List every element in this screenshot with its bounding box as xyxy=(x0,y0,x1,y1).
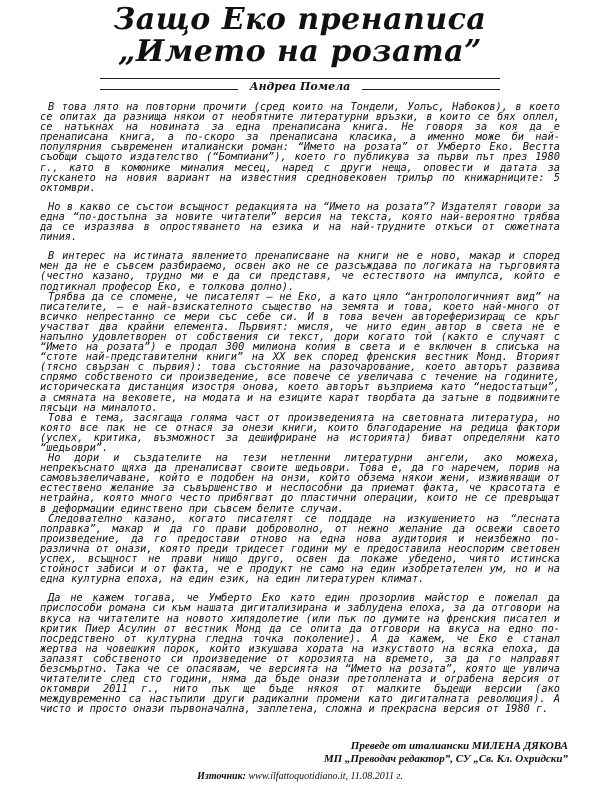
paragraph: Това е тема, засягаща голяма част от произведенията на световната литература, но която все пак не се отнася за онези книги, които благодарение на редица фактори (успех, критика, възможност за дешифриране на историята) биват определяни като “шедьоври”. xyxy=(40,411,560,454)
article-body xyxy=(40,102,560,728)
paragraph: Но в какво се състои всъщност редакцията на “Името на розата”? Издателят говори за една “по-достъпна за новите читатели” версия на текста, която най-вероятно трябва да се изразява в опростяването на езика и на най-трудните откъси от сюжетната линия. xyxy=(40,200,560,244)
translator-signature xyxy=(8,740,568,766)
paragraph: В интерес на истината явлението пренаписване на книги не е ново, макар и според мен да не е съвсем разбираемо, освен ако не се разсъждава по логиката на търговията (честно казано, трудно ми е да си представя, че естеството на импулса, който е подтикнал професор Еко, е толкова долно). xyxy=(40,250,560,293)
article-title xyxy=(30,4,570,68)
source-link[interactable]: www.ilfattoquotidiano.it, 11.08.2011 г. xyxy=(248,771,403,782)
translator-line: Преведе от италиански МИЛЕНА ДЯКОВА xyxy=(350,740,568,752)
author-byline xyxy=(0,80,600,93)
paragraph: Следователно казано, когато писателят се поддаде на изкушението на “лесната поправка”, макар и да го прави доброволно, от нежно желание да освежи своето произведение, да го предостави отново на една нова аудитория и неизбежно по-различна от онази, която преди тридесет години му е предоставила неоспорим световен успех, всъщност не прави нищо друго, освен да покаже убедено, чиято истинска стойност забиси и от факта, че е продукт не само на един изобретателен ум, но и на една културна епоха, на един език, на един литературен климат. xyxy=(40,512,560,586)
paragraph: Но дори и създателите на тези нетленни литературни ангели, ако можеха, непрекъснато щяха да пренаписват своите шедьоври. Това е, да го наречем, порив на самовъзвеличаване, който е подобен на онзи, който обзема някои жени, изживяващи от естествено желание за съвършенство и неспособни да приемат факта, че красотата е нетрайна, която много често прибягват до пластични операции, които не се превръщат в деформации единствено при съвсем белите случаи. xyxy=(40,452,560,515)
paragraph: Трябва да се спомене, че писателят – не Еко, а като цяло “антропологичният вид” на писателите, – е най-взискателното същество на земята и това, което най-много от всичко непрестанно се мери със себе си. И в това вечен автореферизиращ се кръг участват два крайни елемента. Първият: мисля, че нито един автор в света не е напълно удовлетворен от собствения си текст, дори когато той (както е случаят с “Името на розата”) е продал 300 милиона копия в света и е включен в списъка на “стоте най-представителни книги” на XX век според френския вестник Монд. Вторият (тясно свързан с първия): това състояние на разочарование, което авторът развива спрямо собственото си произведение, все повече се увеличава с течение на годините, историческата дистанция изостря онова, което авторът възприема като “недостатъци”, а смяната на вековете, на модата и на езиците карат творбата да затъне в подвижните пясъци на миналото. xyxy=(40,290,560,414)
source-citation xyxy=(0,771,600,782)
author-name: Андреа Помела xyxy=(238,80,363,93)
paragraph: В това лято на повторни прочити (сред които на Тондели, Уолъс, Набоков), в което се опитах да разнища някои от необятните литературни връзки, в които се бях оплел, се натъкнах на новината за една пренаписана книга. Не говоря за коя да е пренаписана книга, а по-скоро за пренаписана класика, а именно може би най-популярния съвременен италиански роман: “Името на розата” от Умберто Еко. Вестта съобщи същото издателство (“Бомпиани”), което го публикува за първи път през 1980 г., като в комюнике миналия месец, наред с други неща, оповести и датата за пускането на новия вариант на известния средновековен трилър по книжарниците: 5 октомври. xyxy=(40,102,560,194)
title-line-2: „Името на розата” xyxy=(118,34,482,69)
title-line-1: Защо Еко пренаписа xyxy=(113,2,487,37)
affiliation-line: МП „Преводач редактор”, СУ „Св. Кл. Охридски” xyxy=(323,753,568,765)
paragraph: Да не кажем тогава, че Умберто Еко като един прозорлив майстор е пожелал да приспособи романа си към нашата дигитализирана и заблудена епоха, за да отговори на вкуса на читателите на новото хилядолетие (или пък по думите на френския писател и критик Пиер Асулин от вестник Монд да се опита да отговори на вкуса на едно по-посредствено от културна гледна точка поколение). А да кажем, че Еко е станал жертва на човешкия порок, който изкушава хората на изкуството на всяка епоха, да запазят собственото си произведение от корозията на времето, за да го направят безсмъртно. Така че се опасявам, че версията на “Името на розата”, която ще увлича читателите след сто години, няма да бъде онази претоплената и ограбена версия от октомври 2011 г., нито пък ще бъде някоя от малките бъдещи версии (ако междувременно са настъпили други радикални промени като дигиталната революция). А чисто и просто онази първоначална, заплетена, сложна и прекрасна версия от 1980 г. xyxy=(40,592,560,716)
source-label: Източник: xyxy=(197,771,246,782)
